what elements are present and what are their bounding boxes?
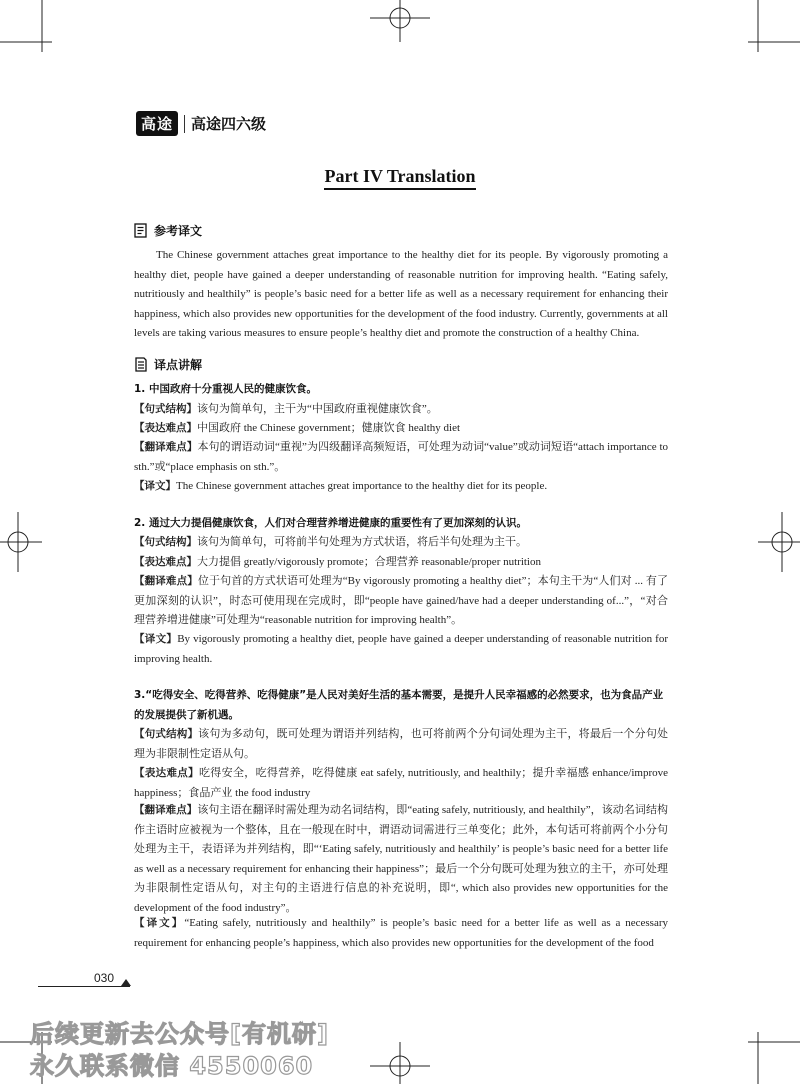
- watermark-line-2: 永久联系微信 4550060: [30, 1052, 314, 1080]
- item-3-expression: 【表达难点】吃得安全，吃得营养，吃得健康 eat safely, nutritiously, and healthily；提升幸福感 enhance/improve happiness；食品产业 the food industry: [134, 767, 668, 799]
- item-3-structure: 【句式结构】该句为多动句，既可处理为谓语并列结构，也可将前两个分句词处理为主干，将最后一个分句处理为非限制性定语从句。: [134, 728, 669, 760]
- item-1-heading: 1. 中国政府十分重视人民的健康饮食。: [134, 383, 317, 395]
- page-number: 030: [94, 971, 115, 985]
- logo-divider: [184, 115, 185, 133]
- watermark-line-1: 后续更新去公众号[有机研]: [30, 1020, 329, 1048]
- section-explain-title: 译点讲解: [154, 358, 203, 372]
- logo-text: 高途四六级: [191, 115, 267, 133]
- logo-mark: 高途: [136, 111, 178, 136]
- item-1-structure: 【句式结构】该句为简单句，主干为“中国政府重视健康饮食”。: [134, 403, 438, 415]
- item-3-difficulty: 【翻译难点】该句主语在翻译时需处理为动名词结构，即“eating safely, nutritiously, and healthily”，该动名词结构作主语时应被视为一个整体，且在一般现在时中，谓语动词需进行三单变化；此外，本句话可将前两个小分句处理为主干，表语译为并列结构，即“‘Eating safely, nutritiously and healthily’ is people’s basic need for a better life as well as a necessary requirement for enhancing their happiness”；最后一个分句既可处理为独立的主干，亦可处理为非限制性定语从句，对主句的主语进行信息的补充说明，即“, which also provides new opportunities for the development of the food industry”。: [134, 804, 669, 914]
- section-reference-heading: [134, 222, 202, 239]
- item-1-difficulty: 【翻译难点】本句的谓语动词“重视”为四级翻译高频短语，可处理为动词“value”或动词短语“attach importance to sth.”或“place emphasis on sth.”。: [134, 441, 668, 473]
- document-icon: [134, 223, 148, 238]
- brand-logo: [136, 111, 266, 136]
- item-1-expression: 【表达难点】中国政府 the Chinese government；健康饮食 healthy diet: [134, 422, 461, 434]
- item-3-translation: 【译文】“Eating safely, nutritiously and healthily” is people’s basic need for a better life as well as a necessary requirement for enhancing people’s happiness, which also provides new opportunities for the development of the food: [134, 917, 668, 949]
- list-icon: [134, 357, 148, 372]
- item-3-heading: 3.“吃得安全、吃得营养、吃得健康”是人民对美好生活的基本需要，是提升人民幸福感的必然要求，也为食品产业的发展提供了新机遇。: [134, 689, 664, 721]
- section-explain-heading: [134, 356, 202, 373]
- item-2-expression: 【表达难点】大力提倡 greatly/vigorously promote；合理营养 reasonable/proper nutrition: [134, 556, 541, 568]
- item-2-structure: 【句式结构】该句为简单句，可将前半句处理为方式状语，将后半句处理为主干。: [134, 536, 527, 548]
- page-number-triangle: [121, 979, 131, 986]
- item-2-translation: 【译文】By vigorously promoting a healthy diet, people have gained a deeper understanding of reasonable nutrition for improving health.: [134, 633, 668, 665]
- reference-translation: The Chinese government attaches great importance to the healthy diet for its people. By vigorously promoting a healthy diet, people have gained a deeper understanding of reasonable nutrition for improving health. “Eating safely, nutritiously and healthily” is people’s basic need for a better life as well as a necessary requirement for enhancing their happiness, which also provides new opportunities for the development of the food industry. Currently, governments at all levels are taking various measures to ensure people’s healthy diet and promote the construction of a healthy China.: [134, 249, 668, 340]
- item-2-difficulty: 【翻译难点】位于句首的方式状语可处理为“By vigorously promoting a healthy diet”；本句主干为“人们对 ... 有了更加深刻的认识”，时态可使用现在完成时，即“people have gained/have had a deeper understanding of...”，“对合理营养增进健康”可处理为“reasonable nutrition for improving health”。: [134, 575, 669, 627]
- item-1-translation: 【译文】The Chinese government attaches great importance to the healthy diet for its people.: [134, 480, 548, 492]
- item-2-heading: 2. 通过大力提倡健康饮食，人们对合理营养增进健康的重要性有了更加深刻的认识。: [134, 517, 527, 529]
- page-number-rule: [38, 986, 130, 987]
- part-title: Part IV Translation: [0, 166, 800, 187]
- section-reference-title: 参考译文: [154, 224, 203, 238]
